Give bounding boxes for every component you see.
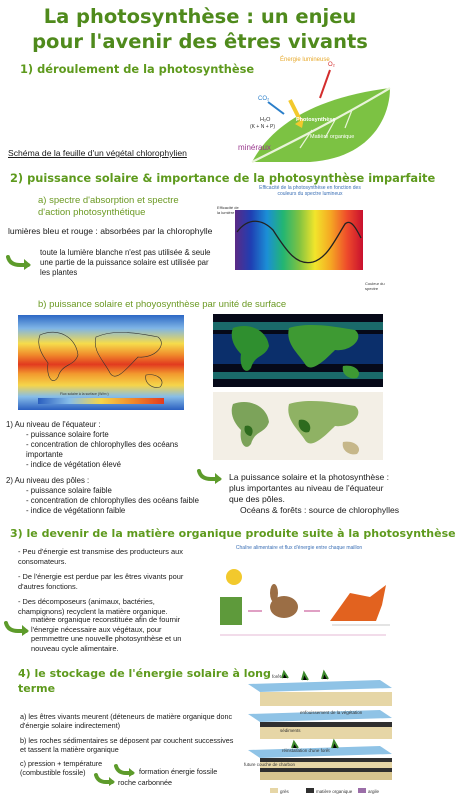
poles-item: - puissance solaire faible (26, 486, 112, 495)
section-2-heading: 2) puissance solaire & importance de la photosynthèse imparfaite (10, 171, 436, 185)
section-1-heading: 1) déroulement de la photosynthèse (20, 62, 255, 76)
para-2: - De l'énergie est perdue par les êtres vivants pour d'autres fonctions. (18, 572, 184, 591)
food-chain-diagram (200, 545, 398, 645)
flux-legend: Flux solaire à la surface (W/m²) (60, 392, 109, 396)
page-title (0, 4, 400, 54)
burial-label: enfouissement de la végétation (300, 710, 363, 715)
co2-label: CO₂ (258, 96, 270, 102)
equator-item: - indice de végétation élevé (26, 460, 121, 469)
renewal-label: réinstallation d'une forêt (282, 748, 330, 753)
conclusion-text: La puissance solaire et la photosynthèse : plus importantes au niveau de l'équateur que des pôles. (229, 472, 390, 504)
sun-icon (226, 569, 242, 585)
block-1 (248, 672, 392, 706)
para-1: - Peu d'énergie est transmise des producteurs aux consomateurs. (18, 547, 183, 566)
poles-block (6, 476, 206, 516)
section-3-text (18, 547, 188, 616)
h2o-label: H₂O (260, 117, 271, 123)
absorb-text: lumières bleu et rouge : absorbées par la chlorophylle (8, 226, 213, 236)
food-chain-title: Chaîne alimentaire et flux d'énergie entre chaque maillon (235, 545, 363, 551)
step-a: a) les êtres vivants meurent (déteneurs de matière organique donc d'énergie solaire indirectement) (20, 712, 233, 731)
equator-item: - concentration de chlorophylles des océans importante (26, 440, 179, 459)
block-3 (248, 741, 392, 780)
spectrum-ylabel: Efficacité de la lumière (217, 205, 239, 215)
section-4-heading-line-1: 4) le stockage de l'énergie solaire à long (18, 667, 271, 680)
step-b: b) les roches sédimentaires se déposent par couchent successives et tassent la matière organique (20, 735, 234, 754)
spectrum-figure (215, 185, 400, 290)
white-light-text: toute la lumière blanche n'est pas utilisée & seule une partie de la puissance solaire est utilisée par les plantes (40, 248, 211, 277)
sub-a-heading: a) spectre d'absorption et spectre d'action photosynthétique (38, 195, 179, 218)
title-line-2: pour l'avenir des êtres vivants (32, 30, 368, 53)
equator-block (6, 420, 196, 470)
organic-label: Matière organique (310, 134, 355, 140)
spectrum-title: Efficacité de la photosynthèse en fonction des couleurs du spectre lumineux (259, 185, 361, 197)
equator-heading: 1) Au niveau de l'équateur : (6, 420, 101, 429)
equator-item: - puissance solaire forte (26, 430, 109, 439)
section-4-heading (18, 666, 271, 696)
legend-clay: argile (368, 789, 380, 794)
poles-heading: 2) Au niveau des pôles : (6, 476, 90, 485)
chlorophyll-map (213, 314, 383, 387)
future-label: future couche de charbon (244, 762, 296, 767)
section-3-heading: 3) le devenir de la matière organique produite suite à la photosynthèse (10, 527, 456, 540)
efficiency-curve (235, 210, 363, 270)
plant-icon (220, 597, 242, 625)
energy-label: Énergie lumineuse (280, 57, 330, 63)
sediments-label: sédiments (280, 728, 301, 733)
section-4-heading-line-2: terme (18, 682, 56, 695)
photosynthesis-label: Photosynthèse (296, 117, 336, 123)
coal-formation-diagram (242, 668, 400, 798)
vegetation-map (213, 392, 383, 460)
poles-item: - indice de végétationn faible (26, 506, 126, 515)
arrow-icon (6, 254, 32, 270)
leaf-caption: Schéma de la feuille d'un végétal chlorophylien (8, 148, 187, 158)
arrow-icon (197, 468, 223, 484)
forest-label: forêt (272, 674, 282, 679)
o2-label: O₂ (328, 62, 335, 68)
arrow-icon (114, 763, 136, 777)
arrow-icon (4, 620, 30, 636)
ions-label: (K + N + P) (250, 124, 276, 130)
legend-gres: grès (280, 789, 289, 794)
legend-organic: matière organique (316, 789, 353, 794)
o2-arrow (320, 70, 330, 98)
minerals-label: minéraux (238, 143, 271, 152)
poles-item: - concentration de chlorophylles des océans faible (26, 496, 199, 505)
sub-b-heading: b) puissance solaire et phoyosynthèse par unité de surface (38, 299, 287, 310)
arrow-icon (94, 772, 116, 786)
step-c: c) pression + température (combustible fossile) (20, 759, 103, 778)
fossil-label: formation énergie fossile (139, 767, 218, 776)
conclusion-2-text: Océans & forêts : source de chlorophylles (240, 505, 400, 515)
para-3: - Des décomposeurs (animaux, bactéries, champignons) recyclent la matière organique. (18, 597, 168, 616)
rock-label: roche carbonnée (118, 778, 172, 787)
fox-icon (330, 585, 386, 621)
title-line-1: La photosynthèse : un enjeu (43, 5, 357, 28)
para-4: matière organique reconstituée afin de fournir l'énergie nécessaire aux végétaux, pour permmettre une nouvelle photosynthèse et un nouveau cycle alimentaire. (31, 615, 182, 653)
flux-colorbar (38, 398, 164, 404)
spectrum-xlabel: Couleur du spectre (365, 281, 385, 291)
leaf-diagram (240, 58, 400, 166)
